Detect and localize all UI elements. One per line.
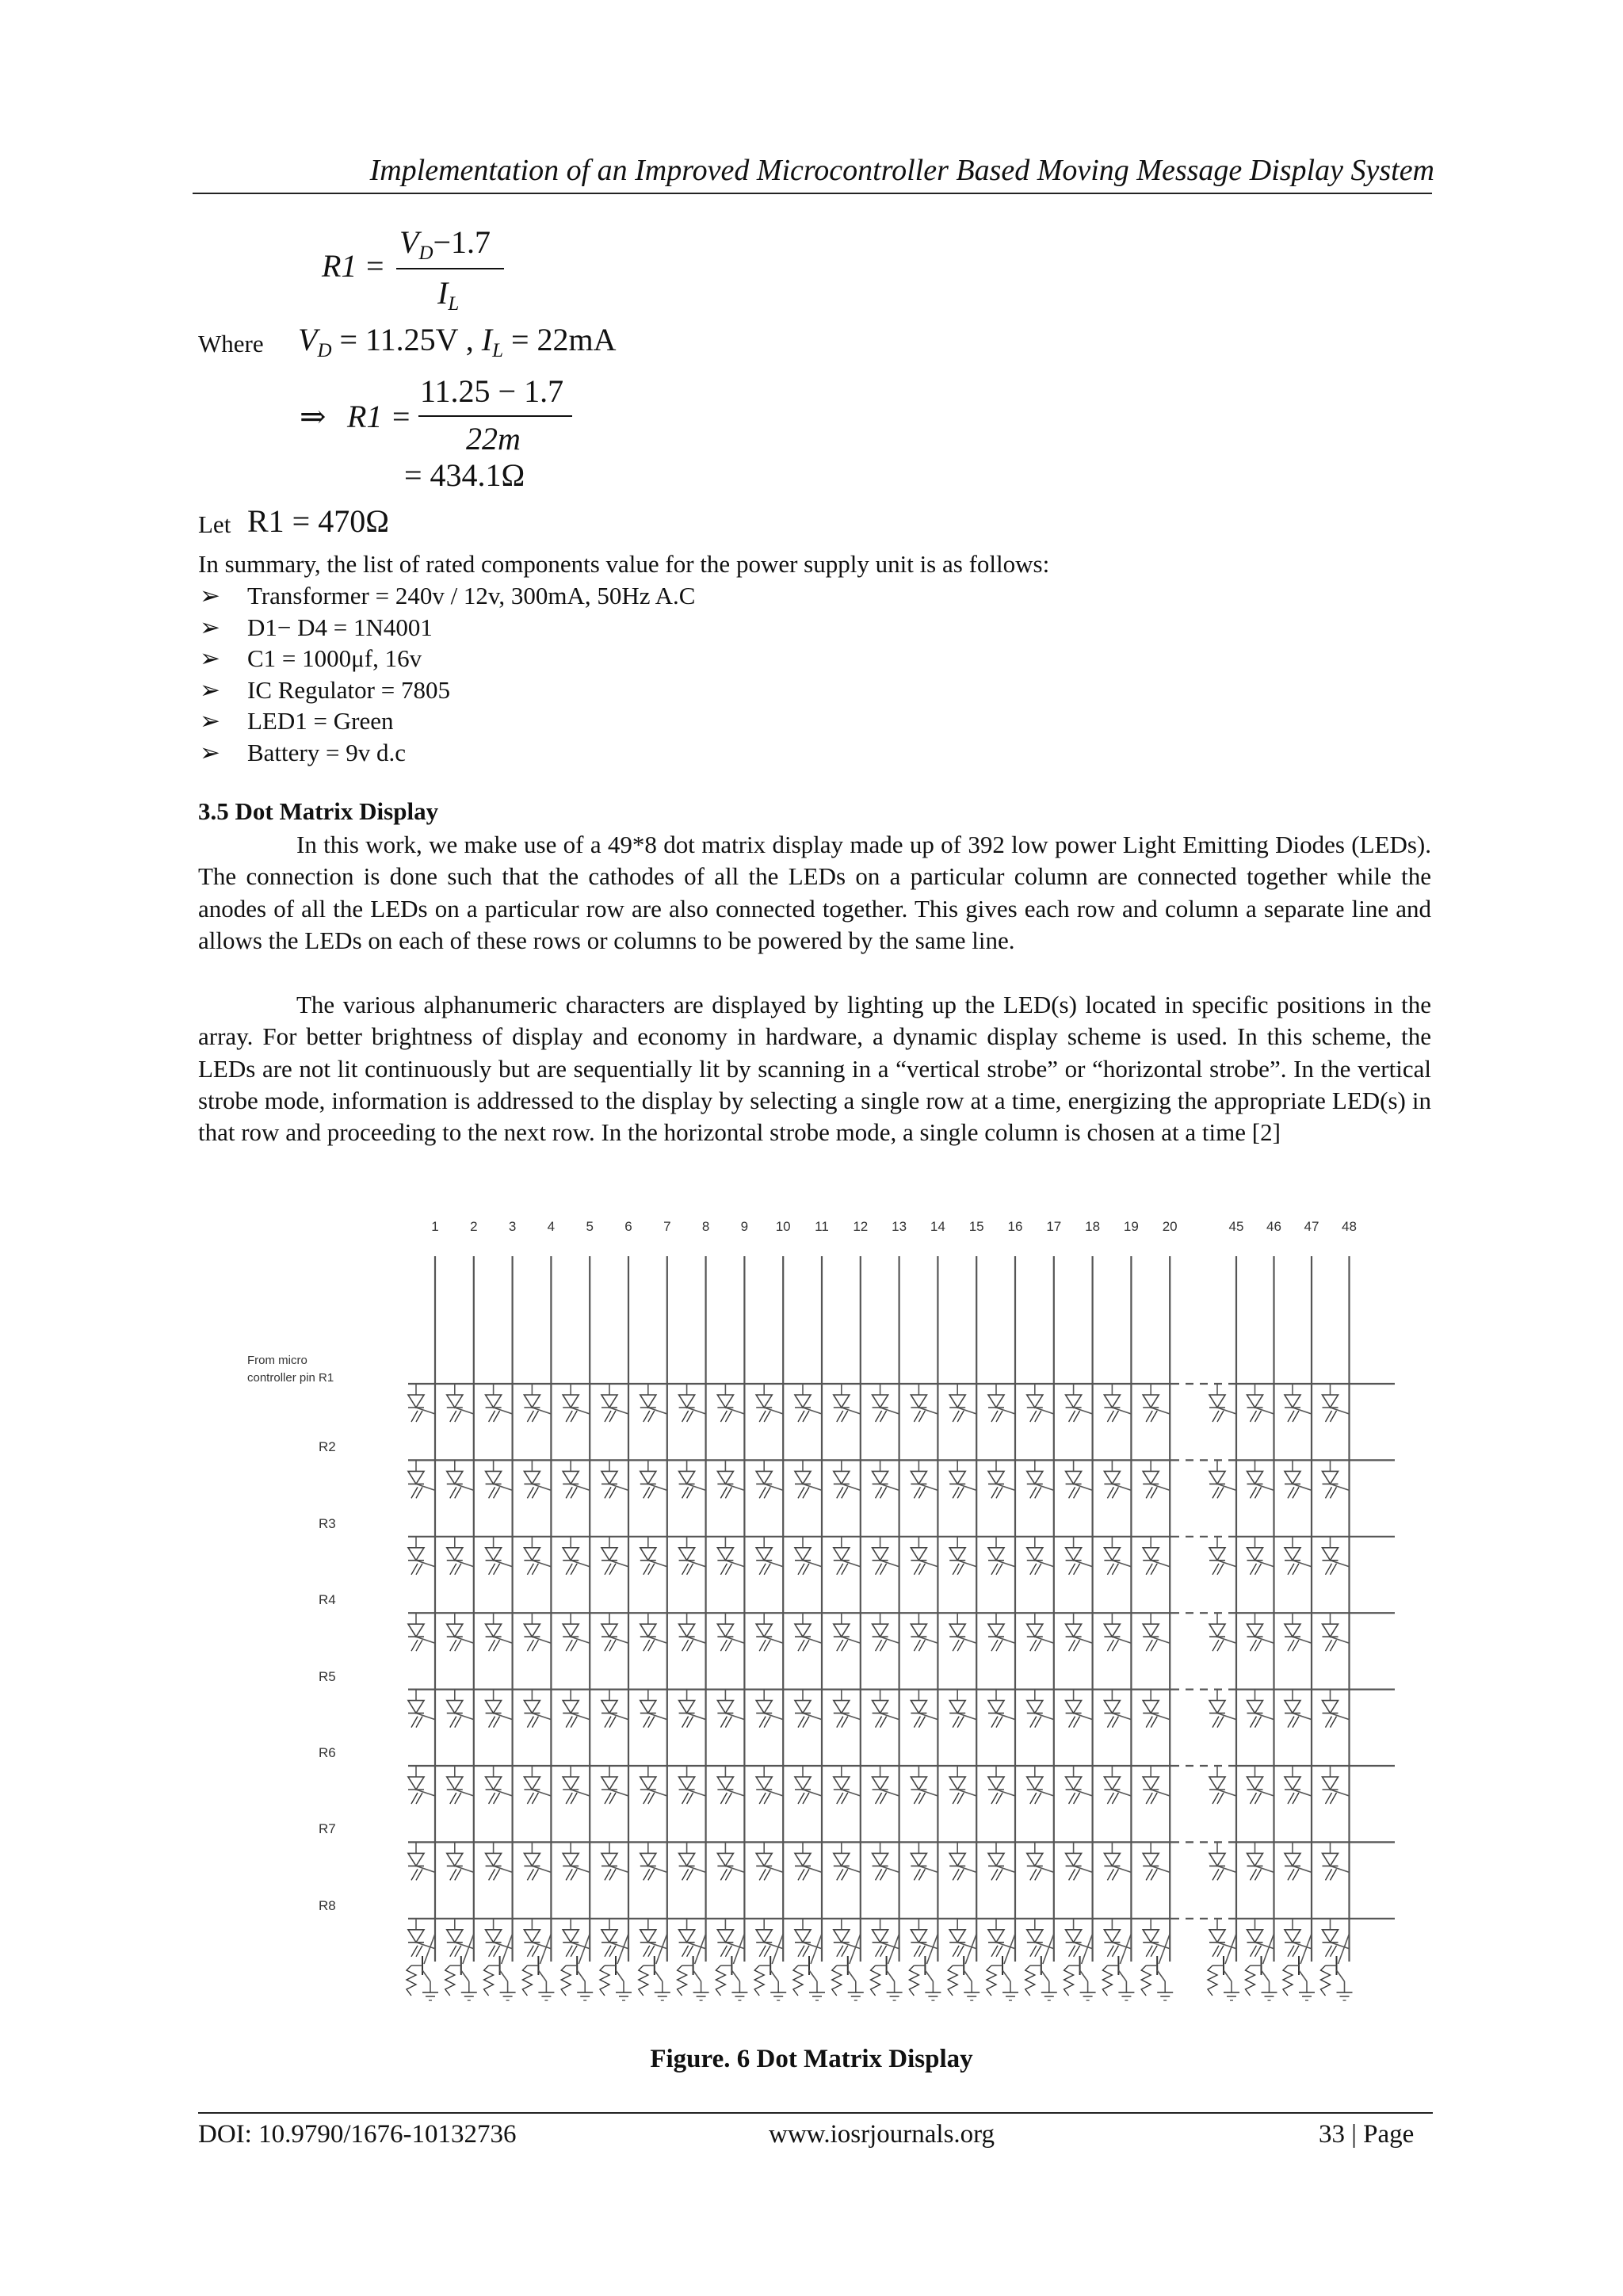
- section-heading: 3.5 Dot Matrix Display: [198, 797, 439, 825]
- column-driver-transistor: [987, 1934, 1018, 2000]
- led-symbol: [1104, 1613, 1131, 1651]
- led-symbol: [1143, 1842, 1170, 1880]
- led-symbol: [1104, 1766, 1131, 1804]
- led-symbol: [834, 1384, 861, 1422]
- led-symbol: [1247, 1537, 1274, 1575]
- where-label: Where: [198, 330, 264, 357]
- led-symbol: [601, 1766, 628, 1804]
- led-symbol: [1027, 1766, 1054, 1804]
- bullet-arrow-icon: ➢: [200, 675, 220, 704]
- led-symbol: [447, 1537, 474, 1575]
- implies-symbol: ⇒: [300, 399, 327, 434]
- led-symbol: [563, 1842, 590, 1880]
- led-symbol: [873, 1919, 899, 1957]
- column-driver-transistor: [1321, 1934, 1353, 2000]
- led-symbol: [949, 1690, 976, 1728]
- component-text: Transformer = 240v / 12v, 300mA, 50Hz A.C: [247, 582, 696, 609]
- led-symbol: [486, 1919, 513, 1957]
- led-symbol: [834, 1537, 861, 1575]
- led-symbol: [1143, 1613, 1170, 1651]
- eq3-result: = 434.1Ω: [404, 457, 525, 493]
- led-symbol: [1104, 1842, 1131, 1880]
- led-symbol: [1066, 1460, 1093, 1498]
- led-symbol: [1285, 1613, 1312, 1651]
- footer-doi: DOI: 10.9790/1676-10132736: [198, 2120, 517, 2149]
- column-label: 2: [470, 1219, 478, 1234]
- column-driver-transistor: [793, 1934, 825, 2000]
- led-symbol: [1143, 1537, 1170, 1575]
- column-label: 20: [1162, 1219, 1178, 1234]
- led-symbol: [1027, 1613, 1054, 1651]
- column-label: 11: [815, 1219, 829, 1234]
- led-symbol: [1285, 1842, 1312, 1880]
- led-symbol: [640, 1460, 667, 1498]
- eq1-lhs: R1: [322, 248, 357, 284]
- led-symbol: [1209, 1919, 1236, 1957]
- column-driver-transistor: [639, 1934, 670, 2000]
- let-value: R1 = 470Ω: [247, 503, 389, 539]
- led-symbol: [1209, 1460, 1236, 1498]
- led-symbol: [486, 1690, 513, 1728]
- led-symbol: [679, 1460, 706, 1498]
- led-symbol: [949, 1460, 976, 1498]
- led-symbol: [1247, 1460, 1274, 1498]
- led-symbol: [524, 1384, 551, 1422]
- led-symbol: [679, 1537, 706, 1575]
- bullet-arrow-icon: ➢: [200, 644, 220, 672]
- led-symbol: [1143, 1766, 1170, 1804]
- led-symbol: [447, 1690, 474, 1728]
- led-symbol: [447, 1842, 474, 1880]
- row-label: R6: [319, 1745, 336, 1760]
- led-symbol: [1066, 1690, 1093, 1728]
- led-symbol: [834, 1766, 861, 1804]
- led-symbol: [1027, 1842, 1054, 1880]
- led-symbol: [524, 1537, 551, 1575]
- column-label: 15: [968, 1219, 984, 1234]
- led-symbol: [640, 1537, 667, 1575]
- led-symbol: [486, 1460, 513, 1498]
- component-text: C1 = 1000μf, 16v: [247, 644, 422, 672]
- column-label: 45: [1228, 1219, 1244, 1234]
- led-symbol: [447, 1460, 474, 1498]
- led-symbol: [911, 1919, 938, 1957]
- led-symbol: [1323, 1460, 1350, 1498]
- led-symbol: [601, 1842, 628, 1880]
- led-symbol: [873, 1766, 899, 1804]
- column-driver-transistor: [484, 1934, 516, 2000]
- column-label: 13: [892, 1219, 907, 1234]
- led-symbol: [795, 1537, 822, 1575]
- led-symbol: [679, 1919, 706, 1957]
- led-symbol: [1209, 1766, 1236, 1804]
- row-label: R4: [319, 1592, 336, 1608]
- led-symbol: [1247, 1766, 1274, 1804]
- led-symbol: [408, 1384, 435, 1422]
- bullet-arrow-icon: ➢: [200, 582, 220, 609]
- led-symbol: [1027, 1460, 1054, 1498]
- led-symbol: [988, 1613, 1015, 1651]
- led-symbol: [1027, 1919, 1054, 1957]
- led-symbol: [524, 1919, 551, 1957]
- led-symbol: [640, 1766, 667, 1804]
- eq2-denominator: 22m: [466, 421, 521, 457]
- led-symbol: [601, 1690, 628, 1728]
- led-symbol: [563, 1613, 590, 1651]
- led-symbol: [1143, 1384, 1170, 1422]
- led-symbol: [1285, 1537, 1312, 1575]
- row-label: R7: [319, 1821, 336, 1837]
- column-label: 5: [586, 1219, 594, 1234]
- led-symbol: [717, 1613, 744, 1651]
- led-symbol: [717, 1537, 744, 1575]
- led-symbol: [447, 1919, 474, 1957]
- led-symbol: [988, 1842, 1015, 1880]
- led-symbol: [408, 1766, 435, 1804]
- row-label: R3: [319, 1515, 336, 1531]
- column-label: 7: [663, 1219, 671, 1234]
- let-label: Let: [198, 510, 231, 538]
- led-symbol: [756, 1537, 783, 1575]
- led-symbol: [834, 1613, 861, 1651]
- led-symbol: [1323, 1766, 1350, 1804]
- led-symbol: [717, 1384, 744, 1422]
- led-symbol: [1209, 1537, 1236, 1575]
- led-symbol: [949, 1613, 976, 1651]
- led-symbol: [563, 1766, 590, 1804]
- column-label: 12: [853, 1219, 869, 1234]
- led-symbol: [408, 1537, 435, 1575]
- led-symbol: [911, 1766, 938, 1804]
- led-symbol: [873, 1384, 899, 1422]
- led-symbol: [1323, 1919, 1350, 1957]
- led-symbol: [1027, 1690, 1054, 1728]
- running-header: Implementation of an Improved Microcontroller Based Moving Message Display System: [369, 154, 1434, 187]
- led-symbol: [834, 1460, 861, 1498]
- led-symbol: [1323, 1384, 1350, 1422]
- eq2-lhs: R1 =: [347, 399, 412, 434]
- led-symbol: [756, 1613, 783, 1651]
- eq1-denominator: $I_L$: [437, 275, 460, 315]
- footer-rule: [198, 2112, 1433, 2114]
- component-text: Battery = 9v d.c: [247, 738, 406, 766]
- led-symbol: [1209, 1842, 1236, 1880]
- column-label: 14: [930, 1219, 945, 1234]
- led-symbol: [563, 1460, 590, 1498]
- row-label: R2: [319, 1439, 336, 1455]
- led-symbol: [988, 1537, 1015, 1575]
- paragraph-2: The various alphanumeric characters are displayed by lighting up the LED(s) located in specific positions in the array. For better brightness of display and economy in hardware, a dynamic display scheme is used. In this scheme, the LEDs are not lit continuously but are sequentially lit by scanning in a “vertical strobe” or “horizontal strobe”. In the vertical strobe mode, information is addressed to the display by selecting a single row at a time, energizing the appropriate LED(s) in that row and proceeding to the next row. In the horizontal strobe mode, a single column is chosen at a time [2]: [198, 991, 1431, 1147]
- led-symbol: [988, 1460, 1015, 1498]
- led-symbol: [679, 1842, 706, 1880]
- led-symbol: [601, 1537, 628, 1575]
- column-driver-transistor: [1064, 1934, 1096, 2000]
- led-symbol: [1285, 1919, 1312, 1957]
- led-symbol: [795, 1613, 822, 1651]
- led-symbol: [601, 1384, 628, 1422]
- footer-page: 33 | Page: [1319, 2120, 1415, 2149]
- column-label: 16: [1007, 1219, 1023, 1234]
- led-symbol: [911, 1613, 938, 1651]
- led-symbol: [795, 1384, 822, 1422]
- led-symbol: [1285, 1384, 1312, 1422]
- column-driver-transistor: [561, 1934, 593, 2000]
- led-symbol: [988, 1766, 1015, 1804]
- column-driver-transistor: [1102, 1934, 1134, 2000]
- column-driver-transistor: [716, 1934, 747, 2000]
- led-symbol: [756, 1766, 783, 1804]
- led-symbol: [756, 1460, 783, 1498]
- column-label: 6: [624, 1219, 632, 1234]
- led-symbol: [408, 1460, 435, 1498]
- column-driver-transistor: [445, 1934, 477, 2000]
- led-symbol: [679, 1384, 706, 1422]
- led-symbol: [1285, 1460, 1312, 1498]
- led-symbol: [679, 1766, 706, 1804]
- led-symbol: [1247, 1384, 1274, 1422]
- led-symbol: [1066, 1537, 1093, 1575]
- led-symbol: [1209, 1690, 1236, 1728]
- led-symbol: [601, 1460, 628, 1498]
- bullet-arrow-icon: ➢: [200, 707, 220, 735]
- led-symbol: [949, 1919, 976, 1957]
- paragraph-1: In this work, we make use of a 49*8 dot matrix display made up of 392 low power Light Emitting Diodes (LEDs). The connection is done such that the cathodes of all the LEDs on a particular column are connected together while the anodes of all the LEDs on a particular row are also connected together. This gives each row and column a separate line and allows the LEDs on each of these rows or columns to be powered by the same line.: [198, 831, 1431, 954]
- led-symbol: [1143, 1460, 1170, 1498]
- figure-caption: Figure. 6 Dot Matrix Display: [650, 2045, 973, 2073]
- led-symbol: [873, 1460, 899, 1498]
- led-symbol: [949, 1384, 976, 1422]
- led-symbol: [795, 1460, 822, 1498]
- led-symbol: [1247, 1919, 1274, 1957]
- led-symbol: [486, 1384, 513, 1422]
- led-symbol: [1066, 1613, 1093, 1651]
- led-symbol: [1066, 1919, 1093, 1957]
- column-driver-transistor: [832, 1934, 864, 2000]
- column-label: 19: [1123, 1219, 1139, 1234]
- column-label: 46: [1266, 1219, 1281, 1234]
- led-symbol: [1066, 1766, 1093, 1804]
- led-symbol: [524, 1460, 551, 1498]
- led-symbol: [756, 1690, 783, 1728]
- led-symbol: [834, 1919, 861, 1957]
- column-driver-transistor: [1208, 1934, 1239, 2000]
- led-symbol: [1027, 1537, 1054, 1575]
- led-symbol: [988, 1690, 1015, 1728]
- led-symbol: [1104, 1460, 1131, 1498]
- led-symbol: [524, 1842, 551, 1880]
- led-symbol: [679, 1613, 706, 1651]
- led-symbol: [640, 1842, 667, 1880]
- led-symbol: [563, 1537, 590, 1575]
- led-symbol: [717, 1842, 744, 1880]
- led-symbol: [717, 1766, 744, 1804]
- column-label: 18: [1085, 1219, 1101, 1234]
- component-text: IC Regulator = 7805: [247, 675, 450, 704]
- led-symbol: [1104, 1690, 1131, 1728]
- column-label: 9: [740, 1219, 749, 1234]
- led-symbol: [795, 1919, 822, 1957]
- led-symbol: [873, 1537, 899, 1575]
- led-symbol: [873, 1842, 899, 1880]
- led-symbol: [1066, 1842, 1093, 1880]
- led-symbol: [1285, 1690, 1312, 1728]
- column-label: 1: [431, 1219, 439, 1234]
- component-text: LED1 = Green: [247, 707, 394, 735]
- led-symbol: [756, 1384, 783, 1422]
- led-symbol: [717, 1460, 744, 1498]
- led-symbol: [408, 1690, 435, 1728]
- column-driver-transistor: [871, 1934, 903, 2000]
- led-symbol: [949, 1766, 976, 1804]
- column-driver-transistor: [407, 1934, 438, 2000]
- led-symbol: [524, 1613, 551, 1651]
- led-symbol: [1027, 1384, 1054, 1422]
- led-symbol: [756, 1842, 783, 1880]
- eq1-numerator: $V_D-1.7$: [399, 224, 491, 264]
- led-symbol: [679, 1690, 706, 1728]
- led-symbol: [408, 1919, 435, 1957]
- column-driver-transistor: [909, 1934, 941, 2000]
- column-driver-transistor: [600, 1934, 632, 2000]
- led-symbol: [1247, 1690, 1274, 1728]
- footer-url[interactable]: www.iosrjournals.org: [769, 2120, 995, 2149]
- column-label: 8: [701, 1219, 710, 1234]
- led-symbol: [911, 1460, 938, 1498]
- led-symbol: [486, 1766, 513, 1804]
- led-symbol: [988, 1384, 1015, 1422]
- column-label: 4: [547, 1219, 556, 1234]
- led-symbol: [408, 1842, 435, 1880]
- led-symbol: [1323, 1537, 1350, 1575]
- column-label: 10: [775, 1219, 791, 1234]
- bullet-arrow-icon: ➢: [200, 738, 220, 766]
- led-symbol: [949, 1537, 976, 1575]
- led-symbol: [1209, 1613, 1236, 1651]
- led-symbol: [1247, 1842, 1274, 1880]
- led-symbol: [601, 1613, 628, 1651]
- column-label: 17: [1046, 1219, 1062, 1234]
- led-symbol: [911, 1384, 938, 1422]
- led-symbol: [601, 1919, 628, 1957]
- led-symbol: [911, 1537, 938, 1575]
- led-symbol: [795, 1690, 822, 1728]
- eq2-numerator: 11.25 − 1.7: [420, 373, 564, 409]
- led-symbol: [447, 1384, 474, 1422]
- row-label: R8: [319, 1897, 336, 1913]
- led-symbol: [1143, 1919, 1170, 1957]
- led-symbol: [408, 1613, 435, 1651]
- column-label: 48: [1342, 1219, 1357, 1234]
- led-symbol: [1104, 1537, 1131, 1575]
- led-symbol: [1285, 1766, 1312, 1804]
- led-symbol: [447, 1613, 474, 1651]
- led-symbol: [988, 1919, 1015, 1957]
- led-symbol: [640, 1690, 667, 1728]
- summary-intro: In summary, the list of rated components value for the power supply unit is as follows:: [198, 550, 1050, 578]
- bullet-arrow-icon: ➢: [200, 613, 220, 641]
- led-symbol: [1104, 1919, 1131, 1957]
- led-symbol: [486, 1537, 513, 1575]
- source-label: From micro controller pin R1: [247, 1354, 334, 1385]
- led-symbol: [795, 1766, 822, 1804]
- led-symbol: [911, 1842, 938, 1880]
- led-symbol: [1104, 1384, 1131, 1422]
- eq1-equals: =: [366, 248, 384, 284]
- led-symbol: [756, 1919, 783, 1957]
- led-symbol: [717, 1919, 744, 1957]
- led-symbol: [1066, 1384, 1093, 1422]
- led-symbol: [640, 1384, 667, 1422]
- column-driver-transistor: [1141, 1934, 1173, 2000]
- led-symbol: [524, 1766, 551, 1804]
- led-symbol: [486, 1613, 513, 1651]
- where-values: $V_D = 11.25V$ , $I_L = 22mA$: [298, 322, 617, 361]
- led-symbol: [447, 1766, 474, 1804]
- led-symbol: [1247, 1613, 1274, 1651]
- component-text: D1− D4 = 1N4001: [247, 613, 433, 641]
- led-symbol: [486, 1842, 513, 1880]
- column-driver-transistor: [948, 1934, 980, 2000]
- led-symbol: [795, 1842, 822, 1880]
- column-driver-transistor: [1246, 1934, 1277, 2000]
- led-symbol: [834, 1690, 861, 1728]
- led-symbol: [911, 1690, 938, 1728]
- led-symbol: [524, 1690, 551, 1728]
- column-driver-transistor: [522, 1934, 554, 2000]
- led-symbol: [563, 1384, 590, 1422]
- led-symbol: [640, 1613, 667, 1651]
- led-symbol: [834, 1842, 861, 1880]
- led-symbol: [873, 1690, 899, 1728]
- column-driver-transistor: [754, 1934, 786, 2000]
- column-driver-transistor: [678, 1934, 709, 2000]
- led-symbol: [1323, 1613, 1350, 1651]
- led-symbol: [1323, 1842, 1350, 1880]
- led-symbol: [1209, 1384, 1236, 1422]
- column-driver-transistor: [1283, 1934, 1315, 2000]
- led-symbol: [717, 1690, 744, 1728]
- column-label: 3: [508, 1219, 517, 1234]
- led-symbol: [873, 1613, 899, 1651]
- column-label: 47: [1304, 1219, 1319, 1234]
- row-label: R5: [319, 1668, 336, 1684]
- led-symbol: [1143, 1690, 1170, 1728]
- column-driver-transistor: [1025, 1934, 1057, 2000]
- led-symbol: [1323, 1690, 1350, 1728]
- led-symbol: [949, 1842, 976, 1880]
- led-symbol: [563, 1919, 590, 1957]
- led-symbol: [640, 1919, 667, 1957]
- led-symbol: [563, 1690, 590, 1728]
